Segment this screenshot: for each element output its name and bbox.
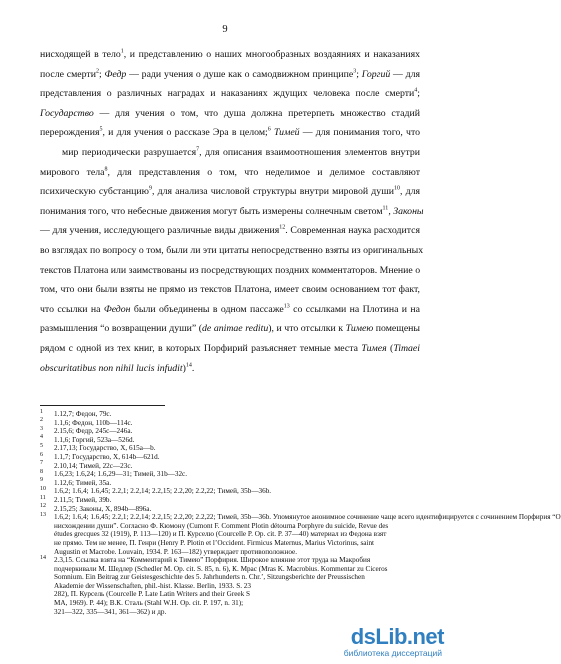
- text-line: понимания того, что небесные движения могут быть измерены солнечным светом$^{11}$, Законы: [40, 205, 424, 217]
- footnotes: [40, 408, 561, 616]
- footnote-separator: [40, 405, 165, 406]
- text-line: мир периодически разрушается$^7$, для описания взаимоотношения элементов внутри: [62, 146, 421, 158]
- footnote-text: 2.15,25; Законы, X, 894b—896а.: [54, 504, 152, 513]
- footnote-ref[interactable]: 8: [104, 166, 108, 173]
- footnote-item: [40, 565, 420, 574]
- footnote-ref[interactable]: 4: [414, 87, 418, 94]
- footnote-item: [40, 608, 420, 617]
- footnote-text: 1.6,2; 1.6,4; 1.6,45; 2.2,1; 2.2,14; 2.2,15; 2.2,20; 2.2,22; Тимей, 35b—36b.: [54, 487, 272, 496]
- footnote-text: 2.15,6; Федр, 245с—246а.: [54, 427, 133, 436]
- text-line: obscuritatibus non nihil lucis infudit)$^{14}$.: [40, 362, 195, 374]
- footnote-item: [40, 582, 420, 591]
- footnote-item: $^{14}$ 2.3,15. Ссылка взята на “Комментарий к Тимею” Порфирия. Широкое влияние этот труда на Макробия: [40, 554, 371, 565]
- text-line: психическую субстанцию$^9$, для анализа числовой структуры внутри мировой души$^{10}$, для: [40, 185, 420, 198]
- footnote-item: $^4$ 1.1,6; Горгий, 523а—526d.: [40, 434, 135, 444]
- footnote-item: $^1$ 1.12,7; Федон, 79с.: [40, 408, 112, 418]
- footnote-item: [40, 573, 420, 582]
- footnote-item: [40, 548, 420, 557]
- text-line: рядом с одной из тех книг, в которых Порфирий разъясняет темные места Тимея (Timaei: [40, 342, 421, 354]
- footnote-item: [40, 539, 420, 548]
- footnote-ref[interactable]: 6: [267, 127, 271, 134]
- footnote-text: 1.12,7; Федон, 79с.: [54, 410, 112, 418]
- footnote-ref[interactable]: 7: [196, 146, 200, 153]
- footnote-text: 282), П. Курсель (Courcelle P. Late Latin Writers and their Greek S: [54, 590, 251, 599]
- footnote-text: 1.12,6; Тимей, 35а.: [54, 478, 112, 487]
- text-line: после смерти$^2$; Федр — ради учения о душе как о самодвижном принципе$^3$; Горгий — для: [40, 68, 421, 80]
- footnote-text: нисхождении души”. Согласно Ф. Кюмону (Cumont F. Comment Plotin détourna Porphyre du suicide, Revue des: [54, 521, 389, 530]
- text-line: что ссылки на Федон были объединены в одном пассаже$^{13}$ со ссылками на Плотина и на: [40, 303, 420, 315]
- footnote-item: $^{12}$ 2.15,25; Законы, X, 894b—896а.: [40, 503, 152, 513]
- footnote-text: 1.6,23; 1.6,24; 1.6,29—31; Тимей, 31b—32с.: [54, 470, 188, 479]
- footnote-item: $^5$ 2.17,13; Государство, X, 615а—b.: [40, 442, 156, 453]
- footnote-text: подчеркивали М. Шедлер (Schedler M. Op. cit. S. 85, n. 6), К. Мрас (Mras K. Macrobius. Kommentar zu Ciceros: [54, 564, 388, 573]
- footnote-item: $^6$ 1.1,7; Государство, X, 614b—621d.: [40, 451, 160, 461]
- text-line: Государство — для учения о том, что душа должна претерпеть множество стадий: [40, 107, 420, 119]
- footnote-text: études grecques 32 (1919), P. 113—120) и П. Курселю (Courcelle P. Op. cit. P. 37—40) материал из Федона взят: [54, 530, 387, 539]
- watermark-logo: dsLib.net: [350, 624, 444, 649]
- footnote-ref[interactable]: 3: [353, 68, 357, 75]
- footnote-text: 1.1,6; Федон, 110b—114с.: [54, 418, 133, 427]
- footnote-text: MA, 1969). P. 44); В.К. Сталь (Stahl W.H. Op. cit. P. 197, n. 31);: [54, 599, 244, 608]
- footnote-ref[interactable]: 11: [382, 205, 389, 212]
- footnote-item: [40, 590, 420, 599]
- footnote-text: 2.17,13; Государство, X, 615а—b.: [54, 444, 156, 453]
- watermark-subtitle: библиотека диссертаций: [343, 648, 442, 658]
- main-text: [40, 45, 424, 378]
- footnote-item: $^{11}$ 2.11,5; Тимей, 39b.: [40, 494, 112, 504]
- text-line: во взглядах по вопросу о том, были ли эти цитаты непосредственно взяты из оригинальных: [40, 244, 424, 256]
- footnote-text: Augustin et Macrobe. Louvain, 1934. P. 163—182) утверждает противоположное.: [54, 547, 298, 556]
- footnote-item: $^2$ 1.1,6; Федон, 110b—114с.: [40, 417, 133, 427]
- footnote-ref[interactable]: 2: [95, 68, 99, 75]
- footnote-ref[interactable]: 5: [99, 127, 103, 134]
- watermark[interactable]: [314, 624, 444, 658]
- footnote-ref[interactable]: 13: [283, 303, 290, 310]
- text-line: том, что они были взяты не прямо из текстов Платона, имеет своим основанием тот факт,: [40, 284, 420, 296]
- footnote-text: 1.6,2; 1.6,4; 1.6,45; 2.2,1; 2.2,14; 2.2,15; 2.2,20; 2.2,22; Тимей, 35b—36b. Упомянутое анонимное сочинение чаще всего идентифицируется с сочинением Порфирия “О: [54, 513, 561, 522]
- footnote-ref[interactable]: 1: [120, 48, 124, 55]
- footnote-text: 1.1,7; Государство, X, 614b—621d.: [54, 452, 160, 461]
- footnote-item: $^8$ 1.6,23; 1.6,24; 1.6,29—31; Тимей, 31b—32с.: [40, 468, 188, 479]
- footnote-ref[interactable]: 14: [185, 362, 192, 369]
- text-line: перерождения$^5$, и для учения о рассказе Эра в целом;$^6$ Тимей — для понимания того, что: [40, 127, 420, 139]
- footnote-ref[interactable]: 9: [148, 185, 152, 192]
- footnote-item: [40, 522, 420, 531]
- footnote-text: не прямо. Тем не менее, П. Генри (Henry P. Plotin et l’Occident. Firmicus Maternus, Marius Victorinus, saint: [54, 538, 375, 547]
- text-line: — для учения, исследующего различные виды движения$^{12}$. Современная наука расходится: [40, 225, 420, 237]
- text-line: нисходящей в тело$^1$, и представлению о наших многообразных воздаяниях и наказаниях: [40, 48, 420, 60]
- footnote-item: $^3$ 2.15,6; Федр, 245с—246а.: [40, 425, 133, 436]
- footnote-text: Akademie der Wissenschaften, phil.-hist. Klasse. Berlin, 1933. S. 23: [54, 581, 251, 590]
- footnote-ref[interactable]: 12: [279, 225, 286, 232]
- footnote-text: 321—322, 335—341, 361—362) и др.: [54, 607, 167, 616]
- footnote-text: 2.3,15. Ссылка взята на “Комментарий к Тимею” Порфирия. Широкое влияние этот труда на Макробия: [54, 556, 371, 565]
- text-line: представления о различных наградах и наказаниях ждущих человека после смерти$^4$;: [40, 87, 420, 100]
- footnote-item: $^{10}$ 1.6,2; 1.6,4; 1.6,45; 2.2,1; 2.2,14; 2.2,15; 2.2,20; 2.2,22; Тимей, 35b—36b.: [40, 485, 272, 496]
- footnote-item: [40, 599, 420, 608]
- footnote-ref[interactable]: 10: [393, 185, 400, 192]
- page-number: 9: [222, 24, 228, 35]
- footnote-text: 2.11,5; Тимей, 39b.: [54, 495, 112, 504]
- footnote-text: 1.1,6; Горгий, 523а—526d.: [54, 435, 135, 444]
- footnote-item: $^{13}$ 1.6,2; 1.6,4; 1.6,45; 2.2,1; 2.2,14; 2.2,15; 2.2,20; 2.2,22; Тимей, 35b—36b. Упомянутое анонимное сочинение чаще всего идентифицируется с сочинением Порфирия “О: [40, 511, 561, 522]
- text-line: мирового тела$^8$, для представления о том, что неделимое и делимое составляют: [40, 166, 421, 178]
- footnote-item: $^7$ 2.10,14; Тимей, 22с—23с.: [40, 460, 133, 470]
- footnote-text: 2.10,14; Тимей, 22с—23с.: [54, 461, 133, 470]
- footnote-item: $^9$ 1.12,6; Тимей, 35а.: [40, 477, 112, 487]
- footnote-item: [40, 530, 420, 539]
- text-line: текстов Платона или заимствованы из посредствующих поздних комментаторов. Мнение о: [40, 264, 421, 276]
- footnote-text: Somnium. Ein Beitrag zur Geistesgeschichte des 5. Jahrhunderts n. Chr.’, Sitzungsberichte der Preussischen: [54, 573, 365, 582]
- text-line: размышления “о возвращении души” (de animae reditu), и что отсылки к Тимею помещены: [40, 323, 420, 335]
